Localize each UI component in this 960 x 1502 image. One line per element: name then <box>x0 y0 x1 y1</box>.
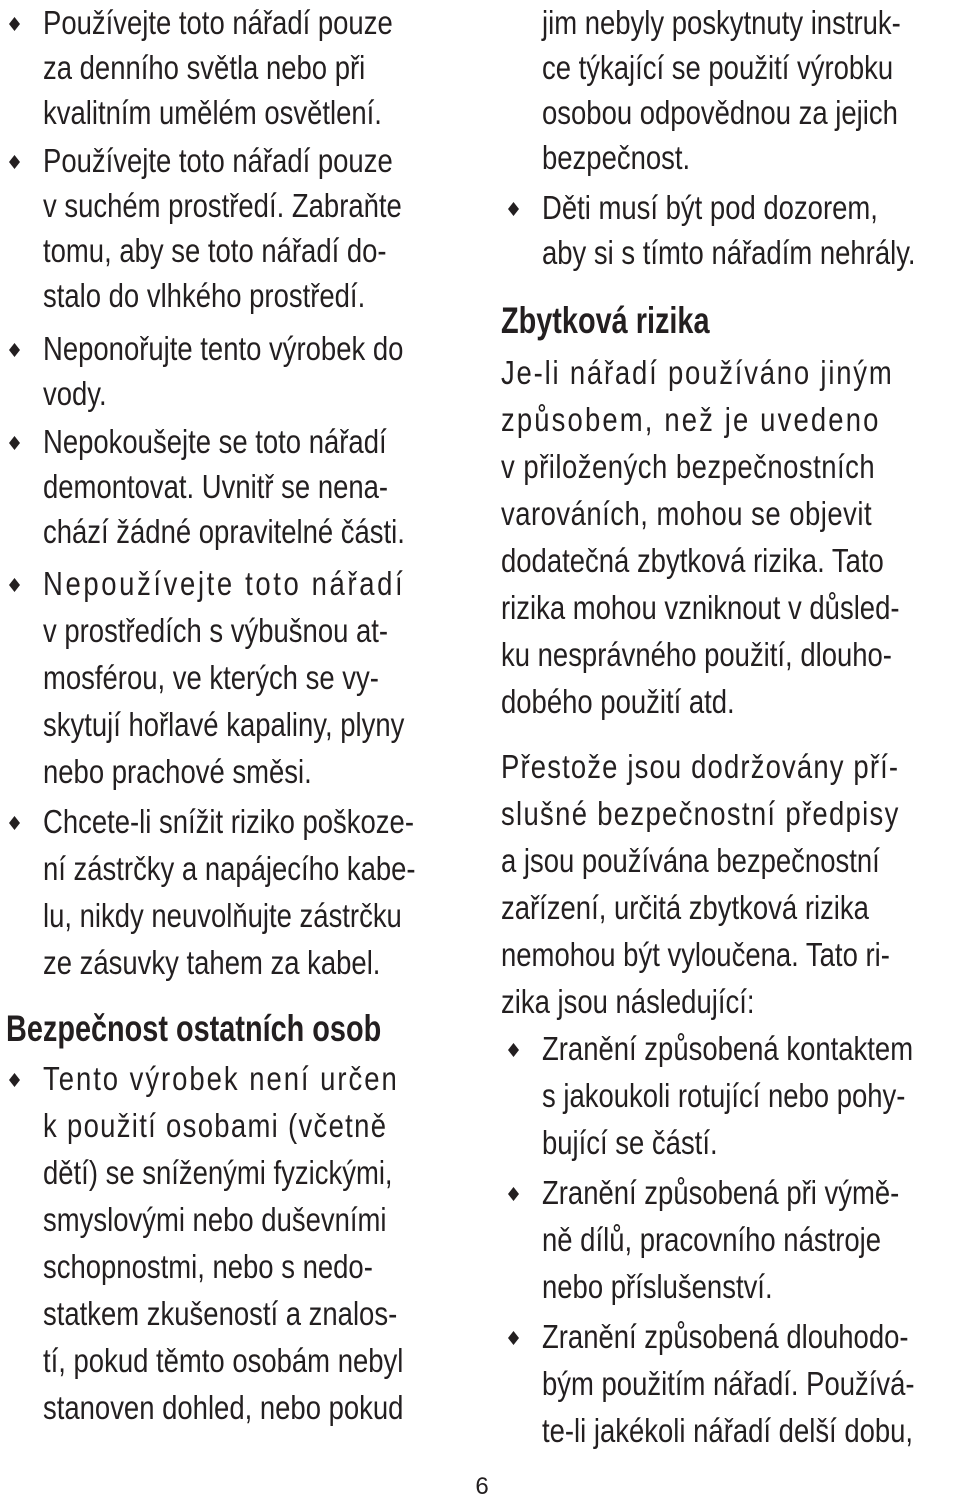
text-line: Neponořujte tento výrobek do <box>43 331 404 368</box>
text-line: Chcete-li snížit riziko poškoze- <box>43 804 414 841</box>
text-line: v přiložených bezpečnostních <box>501 449 876 486</box>
text-line: Používejte toto nářadí pouze <box>43 143 393 180</box>
text-line: dobého použití atd. <box>501 684 735 721</box>
text-line: ně dílů, pracovního nástroje <box>542 1222 882 1259</box>
text-line: lu, nikdy neuvolňujte zástrčku <box>43 898 402 935</box>
text-line: dodatečná zbytková rizika. Tato <box>501 543 884 580</box>
text-line: způsobem, než je uvedeno <box>501 402 881 439</box>
text-line: Děti musí být pod dozorem, <box>542 190 878 227</box>
text-line: stalo do vlhkého prostředí. <box>43 278 366 315</box>
text-line: Je-li nářadí používáno jiným <box>501 355 894 392</box>
text-line: tí, pokud těmto osobám nebyl <box>43 1343 404 1380</box>
section-heading: Zbytková rizika <box>501 300 710 341</box>
text-line: ku nesprávného použití, dlouho- <box>501 637 892 674</box>
text-line: bým použitím nářadí. Používá- <box>542 1366 915 1403</box>
text-line: ce týkající se použití výrobku <box>542 50 894 87</box>
text-line: Zranění způsobená dlouhodo- <box>542 1319 909 1356</box>
text-line: Nepoužívejte toto nářadí <box>43 566 406 603</box>
text-line: nemohou být vyloučena. Tato ri- <box>501 937 890 974</box>
text-line: za denního světla nebo při <box>43 50 366 87</box>
bullet-diamond-icon <box>9 816 20 830</box>
bullet-diamond-icon <box>508 1331 519 1345</box>
text-line: Tento výrobek není určen <box>43 1061 399 1098</box>
page-number: 6 <box>475 1473 489 1500</box>
text-line: ní zástrčky a napájecího kabe- <box>43 851 416 888</box>
text-line: zika jsou následující: <box>501 984 755 1021</box>
text-line: bezpečnost. <box>542 140 691 177</box>
text-line: rizika mohou vzniknout v důsled- <box>501 590 900 627</box>
section-heading: Bezpečnost ostatních osob <box>6 1008 382 1049</box>
text-line: skytují hořlavé kapaliny, plyny <box>43 707 405 744</box>
text-line: nebo prachové směsi. <box>43 754 312 791</box>
text-line: bující se částí. <box>542 1125 718 1162</box>
bullet-diamond-icon <box>9 578 20 592</box>
text-line: v suchém prostředí. Zabraňte <box>43 188 402 225</box>
text-line: Přestože jsou dodržovány pří- <box>501 749 900 786</box>
text-line: dětí) se sníženými fyzickými, <box>43 1155 393 1192</box>
text-line: s jakoukoli rotující nebo pohy- <box>542 1078 906 1115</box>
text-line: mosférou, ve kterých se vy- <box>43 660 379 697</box>
text-line: Zranění způsobená kontaktem <box>542 1031 914 1068</box>
bullet-diamond-icon <box>9 436 20 450</box>
text-line: varováních, mohou se objevit <box>501 496 873 533</box>
text-line: Používejte toto nářadí pouze <box>43 5 393 42</box>
bullet-diamond-icon <box>508 1043 519 1057</box>
text-line: ze zásuvky tahem za kabel. <box>43 945 381 982</box>
text-line: aby si s tímto nářadím nehrály. <box>542 235 916 272</box>
text-line: statkem zkušeností a znalos- <box>43 1296 398 1333</box>
text-line: nebo příslušenství. <box>542 1269 773 1306</box>
text-line: v prostředích s výbušnou at- <box>43 613 389 650</box>
bullet-diamond-icon <box>9 1073 20 1087</box>
text-line: kvalitním umělém osvětlení. <box>43 95 382 132</box>
text-line: demontovat. Uvnitř se nena- <box>43 469 389 506</box>
text-line: slušné bezpečnostní předpisy <box>501 796 900 833</box>
text-line: a jsou používána bezpečnostní <box>501 843 880 880</box>
text-line: Zranění způsobená při výmě- <box>542 1175 900 1212</box>
text-line: stanoven dohled, nebo pokud <box>43 1390 404 1427</box>
text-line: vody. <box>43 376 107 413</box>
bullet-diamond-icon <box>508 1187 519 1201</box>
text-line: schopnostmi, nebo s nedo- <box>43 1249 373 1286</box>
text-line: jim nebyly poskytnuty instruk- <box>542 5 901 42</box>
text-line: Nepokoušejte se toto nářadí <box>43 424 387 461</box>
text-line: zařízení, určitá zbytková rizika <box>501 890 869 927</box>
bullet-diamond-icon <box>9 155 20 169</box>
text-line: smyslovými nebo duševními <box>43 1202 387 1239</box>
bullet-diamond-icon <box>9 17 20 31</box>
bullet-diamond-icon <box>508 202 519 216</box>
text-line: te-li jakékoli nářadí delší dobu, <box>542 1413 914 1450</box>
text-line: tomu, aby se toto nářadí do- <box>43 233 387 270</box>
text-line: k použití osobami (včetně <box>43 1108 388 1145</box>
text-line: chází žádné opravitelné části. <box>43 514 405 551</box>
text-line: osobou odpovědnou za jejich <box>542 95 898 132</box>
bullet-diamond-icon <box>9 343 20 357</box>
